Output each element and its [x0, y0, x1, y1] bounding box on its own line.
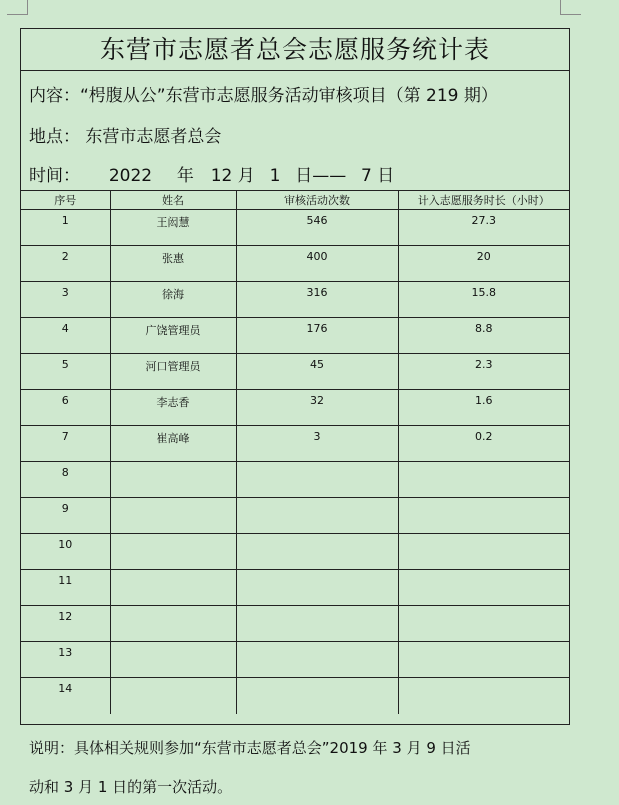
cell-name: 广饶管理员	[110, 318, 236, 354]
page-corner-mark-right	[560, 0, 581, 15]
cell-name: 王闳慧	[110, 210, 236, 246]
cell-name	[110, 570, 236, 606]
cell-review-count	[236, 570, 398, 606]
table-row	[21, 498, 569, 534]
table-row	[21, 678, 569, 714]
cell-name: 徐海	[110, 282, 236, 318]
cell-service-hours	[398, 606, 569, 642]
cell-serial: 9	[21, 498, 110, 534]
cell-service-hours: 27.3	[398, 210, 569, 246]
cell-review-count	[236, 534, 398, 570]
cell-service-hours: 2.3	[398, 354, 569, 390]
cell-service-hours	[398, 570, 569, 606]
info-section	[21, 71, 569, 191]
date-day-dash: 日——	[295, 166, 347, 186]
table-row	[21, 426, 569, 462]
cell-review-count: 45	[236, 354, 398, 390]
table-header-row	[21, 191, 569, 210]
cell-service-hours: 8.8	[398, 318, 569, 354]
table-row	[21, 246, 569, 282]
cell-name	[110, 678, 236, 714]
cell-review-count: 32	[236, 390, 398, 426]
cell-review-count: 316	[236, 282, 398, 318]
table-row	[21, 570, 569, 606]
header-serial: 序号	[21, 191, 110, 210]
header-service-hours: 计入志愿服务时长（小时）	[398, 191, 569, 210]
cell-serial: 7	[21, 426, 110, 462]
cell-serial: 10	[21, 534, 110, 570]
cell-name: 崔高峰	[110, 426, 236, 462]
cell-serial: 5	[21, 354, 110, 390]
cell-serial: 2	[21, 246, 110, 282]
cell-name	[110, 606, 236, 642]
cell-serial: 8	[21, 462, 110, 498]
cell-review-count	[236, 606, 398, 642]
cell-review-count: 176	[236, 318, 398, 354]
date-day-end: 7	[361, 166, 372, 186]
cell-serial: 13	[21, 642, 110, 678]
form-title: 东营市志愿者总会志愿服务统计表	[21, 29, 569, 71]
cell-review-count: 546	[236, 210, 398, 246]
cell-review-count	[236, 498, 398, 534]
cell-serial: 6	[21, 390, 110, 426]
cell-review-count	[236, 678, 398, 714]
table-row	[21, 354, 569, 390]
cell-service-hours: 20	[398, 246, 569, 282]
table-row	[21, 534, 569, 570]
cell-service-hours	[398, 498, 569, 534]
date-year-unit: 年	[176, 166, 194, 186]
header-name: 姓名	[110, 191, 236, 210]
date-label: 时间：	[29, 166, 80, 186]
cell-service-hours	[398, 678, 569, 714]
cell-service-hours	[398, 642, 569, 678]
cell-service-hours	[398, 462, 569, 498]
cell-review-count: 3	[236, 426, 398, 462]
note-line-2: 动和 3 月 1 日的第一次活动。	[29, 778, 233, 796]
cell-review-count: 400	[236, 246, 398, 282]
cell-service-hours: 0.2	[398, 426, 569, 462]
cell-service-hours: 1.6	[398, 390, 569, 426]
date-year: 2022	[108, 166, 153, 186]
cell-name	[110, 642, 236, 678]
page-corner-mark-left	[7, 0, 28, 15]
cell-service-hours	[398, 534, 569, 570]
cell-name: 河口管理员	[110, 354, 236, 390]
content-line: 内容：“枵腹从公”东营市志愿服务活动审核项目（第 219 期）	[29, 86, 498, 106]
cell-review-count	[236, 642, 398, 678]
table-row	[21, 606, 569, 642]
table-row	[21, 390, 569, 426]
table-row	[21, 462, 569, 498]
cell-name: 李志香	[110, 390, 236, 426]
cell-serial: 11	[21, 570, 110, 606]
cell-serial: 4	[21, 318, 110, 354]
date-line	[29, 161, 394, 186]
cell-name	[110, 534, 236, 570]
cell-name	[110, 462, 236, 498]
statistics-form	[20, 28, 570, 725]
note-line-1: 说明：具体相关规则参加“东营市志愿者总会”2019 年 3 月 9 日活	[29, 739, 471, 757]
header-review-count: 审核活动次数	[236, 191, 398, 210]
table-row	[21, 318, 569, 354]
table-row	[21, 210, 569, 246]
table-row	[21, 282, 569, 318]
date-day-start: 1	[269, 166, 281, 186]
statistics-table	[21, 191, 569, 714]
table-row	[21, 642, 569, 678]
cell-serial: 1	[21, 210, 110, 246]
cell-service-hours: 15.8	[398, 282, 569, 318]
date-day-unit: 日	[377, 166, 395, 186]
cell-serial: 3	[21, 282, 110, 318]
cell-serial: 12	[21, 606, 110, 642]
cell-review-count	[236, 462, 398, 498]
cell-name	[110, 498, 236, 534]
location-line: 地点： 东营市志愿者总会	[29, 127, 222, 147]
cell-serial: 14	[21, 678, 110, 714]
date-month: 12	[210, 166, 233, 186]
date-month-unit: 月	[237, 166, 255, 186]
cell-name: 张惠	[110, 246, 236, 282]
